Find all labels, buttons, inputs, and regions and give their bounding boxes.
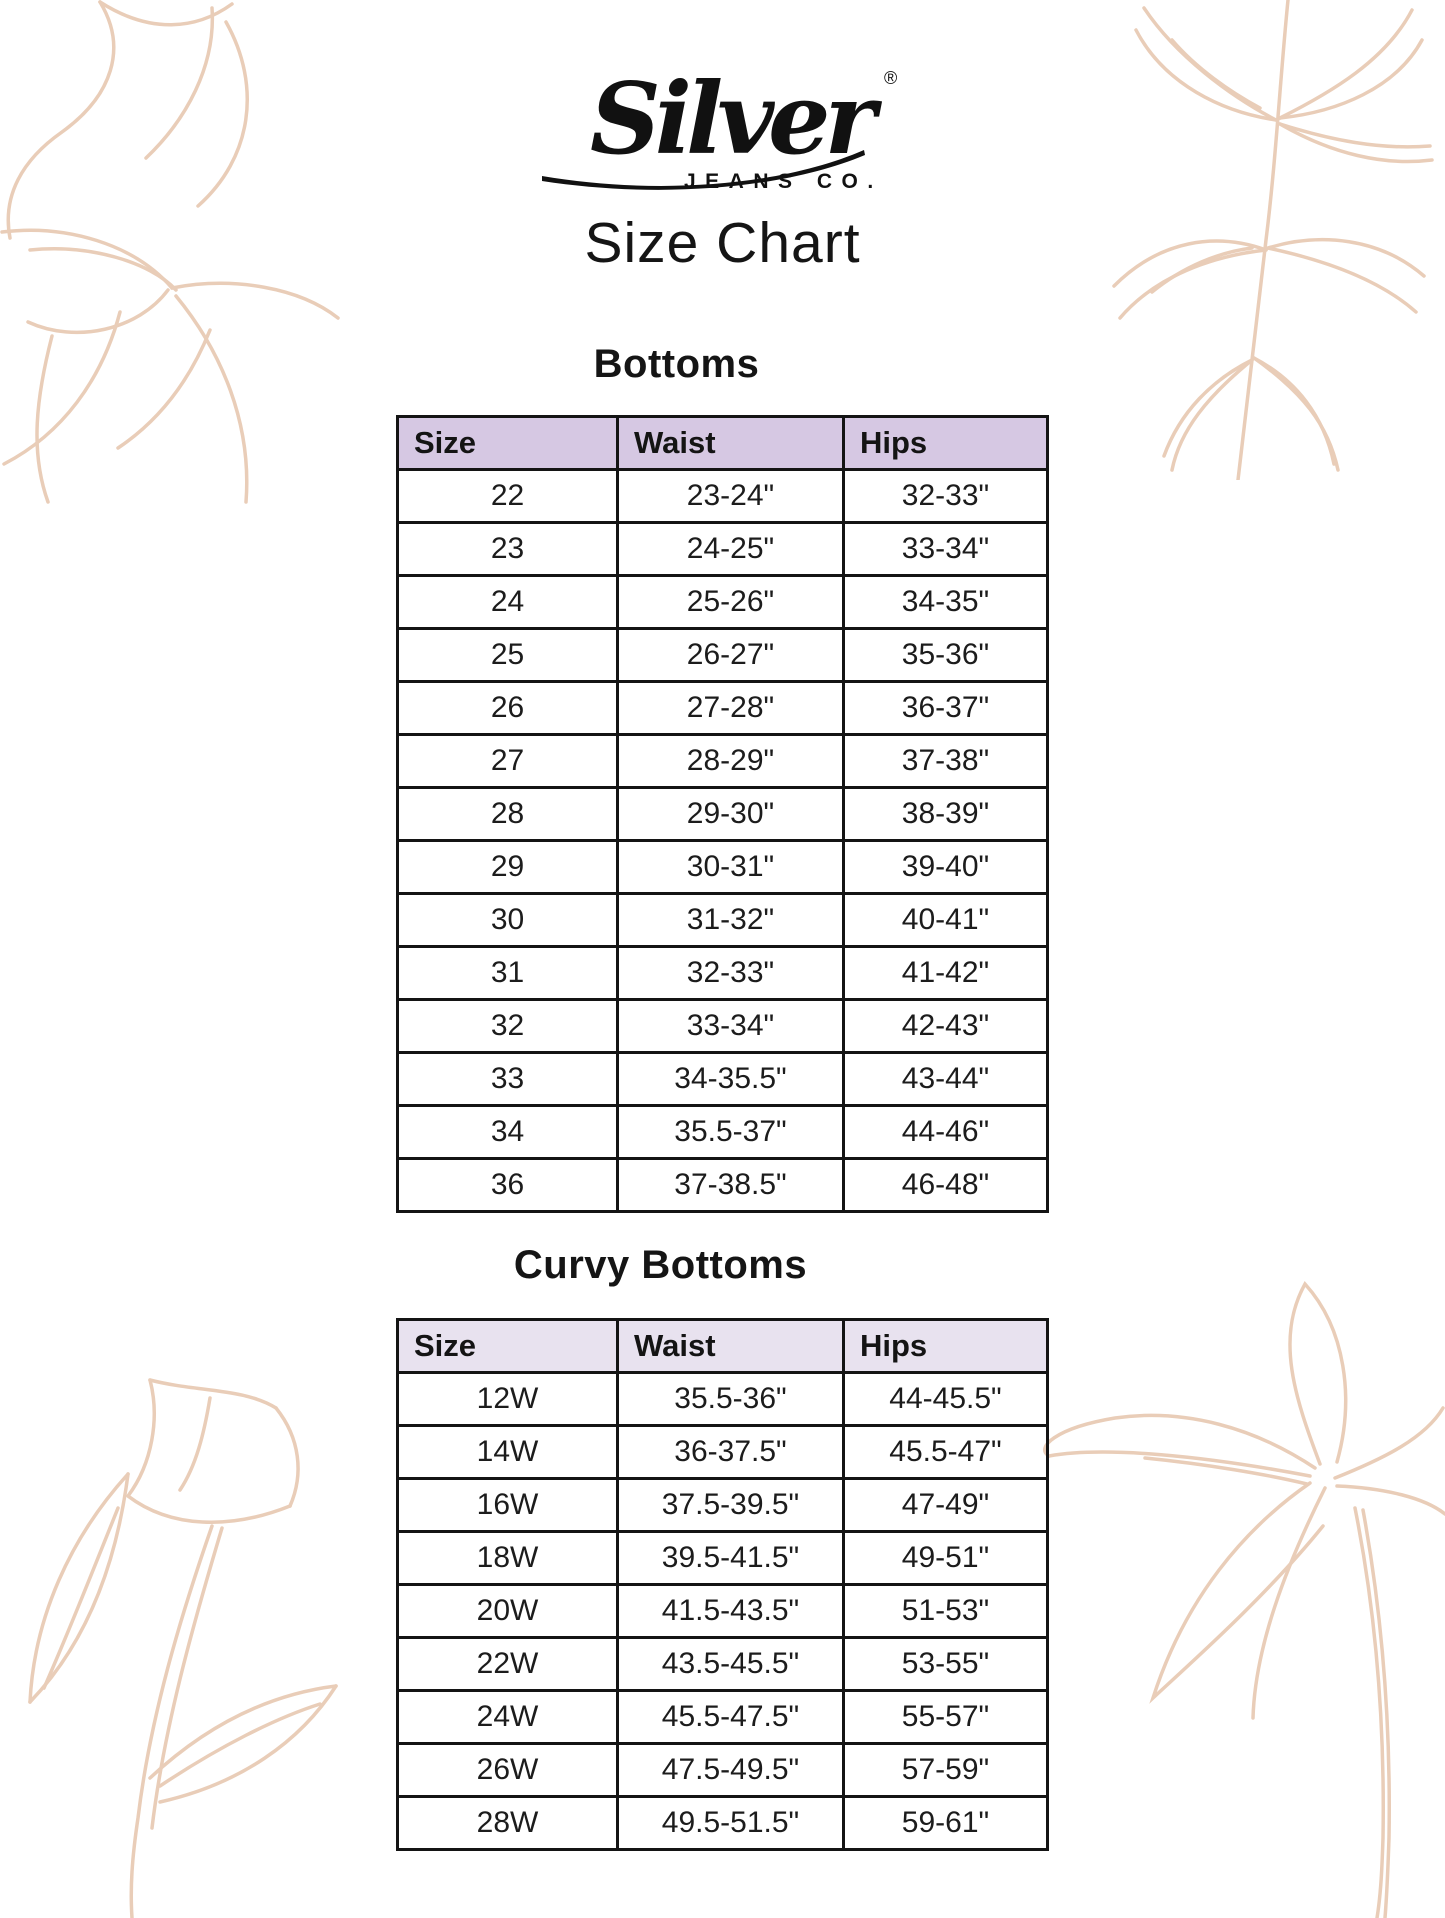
table-cell: 38-39" bbox=[844, 788, 1048, 841]
table-cell: 34-35.5" bbox=[618, 1053, 844, 1106]
logo-script: Silver bbox=[589, 62, 870, 177]
table-cell: 12W bbox=[398, 1373, 618, 1426]
table-row bbox=[398, 1691, 1048, 1744]
logo-subtitle: JEANS CO. bbox=[683, 170, 883, 193]
table-row bbox=[398, 1373, 1048, 1426]
table-cell: 22 bbox=[398, 470, 618, 523]
section-heading-curvy-bottoms: Curvy Bottoms bbox=[513, 1243, 808, 1287]
table-cell: 37.5-39.5" bbox=[618, 1479, 844, 1532]
table-cell: 28-29" bbox=[618, 735, 844, 788]
table-cell: 25-26" bbox=[618, 576, 844, 629]
column-header-hips: Hips bbox=[844, 417, 1048, 470]
table-cell: 49-51" bbox=[844, 1532, 1048, 1585]
table-cell: 31-32" bbox=[618, 894, 844, 947]
table-cell: 32 bbox=[398, 1000, 618, 1053]
table-cell: 44-45.5" bbox=[844, 1373, 1048, 1426]
table-cell: 43.5-45.5" bbox=[618, 1638, 844, 1691]
table-cell: 59-61" bbox=[844, 1797, 1048, 1850]
table-row bbox=[398, 841, 1048, 894]
flower-bottom-left-decoration bbox=[0, 1378, 400, 1918]
table-row bbox=[398, 523, 1048, 576]
table-cell: 20W bbox=[398, 1585, 618, 1638]
table-cell: 40-41" bbox=[844, 894, 1048, 947]
table-cell: 28 bbox=[398, 788, 618, 841]
table-cell: 24 bbox=[398, 576, 618, 629]
table-cell: 27-28" bbox=[618, 682, 844, 735]
table-cell: 36-37" bbox=[844, 682, 1048, 735]
table-row bbox=[398, 682, 1048, 735]
flower-bottom-right-decoration bbox=[1025, 1278, 1445, 1918]
table-cell: 35.5-36" bbox=[618, 1373, 844, 1426]
table-cell: 45.5-47" bbox=[844, 1426, 1048, 1479]
section-heading-bottoms: Bottoms bbox=[593, 342, 760, 386]
table-row bbox=[398, 1797, 1048, 1850]
table-row bbox=[398, 1585, 1048, 1638]
table-cell: 28W bbox=[398, 1797, 618, 1850]
table-cell: 23-24" bbox=[618, 470, 844, 523]
table-row bbox=[398, 1638, 1048, 1691]
table-row bbox=[398, 1159, 1048, 1212]
table-cell: 46-48" bbox=[844, 1159, 1048, 1212]
table-row bbox=[398, 1000, 1048, 1053]
table-cell: 35-36" bbox=[844, 629, 1048, 682]
table-cell: 37-38" bbox=[844, 735, 1048, 788]
table-cell: 30 bbox=[398, 894, 618, 947]
table-cell: 25 bbox=[398, 629, 618, 682]
table-cell: 23 bbox=[398, 523, 618, 576]
table-cell: 22W bbox=[398, 1638, 618, 1691]
table-cell: 24W bbox=[398, 1691, 618, 1744]
table-cell: 47-49" bbox=[844, 1479, 1048, 1532]
table-cell: 44-46" bbox=[844, 1106, 1048, 1159]
table-row bbox=[398, 788, 1048, 841]
table-cell: 43-44" bbox=[844, 1053, 1048, 1106]
table-cell: 34 bbox=[398, 1106, 618, 1159]
table-cell: 33-34" bbox=[618, 1000, 844, 1053]
table-cell: 41.5-43.5" bbox=[618, 1585, 844, 1638]
page-title: Size Chart bbox=[584, 211, 861, 275]
table-cell: 36 bbox=[398, 1159, 618, 1212]
table-cell: 45.5-47.5" bbox=[618, 1691, 844, 1744]
table-cell: 51-53" bbox=[844, 1585, 1048, 1638]
table-cell: 27 bbox=[398, 735, 618, 788]
table-cell: 49.5-51.5" bbox=[618, 1797, 844, 1850]
column-header-size: Size bbox=[398, 1320, 618, 1373]
table-cell: 33-34" bbox=[844, 523, 1048, 576]
table-cell: 53-55" bbox=[844, 1638, 1048, 1691]
table-cell: 32-33" bbox=[618, 947, 844, 1000]
column-header-size: Size bbox=[398, 417, 618, 470]
table-cell: 29 bbox=[398, 841, 618, 894]
table-cell: 31 bbox=[398, 947, 618, 1000]
table-row bbox=[398, 1053, 1048, 1106]
table-row bbox=[398, 576, 1048, 629]
table-cell: 33 bbox=[398, 1053, 618, 1106]
table-cell: 30-31" bbox=[618, 841, 844, 894]
bottoms-size-table bbox=[396, 415, 1046, 1213]
table-cell: 47.5-49.5" bbox=[618, 1744, 844, 1797]
table-cell: 36-37.5" bbox=[618, 1426, 844, 1479]
table-row bbox=[398, 1479, 1048, 1532]
table-header-row bbox=[398, 1320, 1048, 1373]
table-cell: 37-38.5" bbox=[618, 1159, 844, 1212]
registered-mark-icon: ® bbox=[883, 68, 897, 88]
table-row bbox=[398, 1744, 1048, 1797]
table-cell: 26 bbox=[398, 682, 618, 735]
column-header-waist: Waist bbox=[618, 1320, 844, 1373]
table-row bbox=[398, 1106, 1048, 1159]
table-cell: 42-43" bbox=[844, 1000, 1048, 1053]
table-row bbox=[398, 735, 1048, 788]
table-row bbox=[398, 1532, 1048, 1585]
table-row bbox=[398, 470, 1048, 523]
table-cell: 39.5-41.5" bbox=[618, 1532, 844, 1585]
table-row bbox=[398, 947, 1048, 1000]
table-cell: 26-27" bbox=[618, 629, 844, 682]
table-row bbox=[398, 1426, 1048, 1479]
table-cell: 41-42" bbox=[844, 947, 1048, 1000]
table-cell: 26W bbox=[398, 1744, 618, 1797]
table-cell: 18W bbox=[398, 1532, 618, 1585]
table-cell: 16W bbox=[398, 1479, 618, 1532]
table-cell: 29-30" bbox=[618, 788, 844, 841]
table-cell: 24-25" bbox=[618, 523, 844, 576]
column-header-waist: Waist bbox=[618, 417, 844, 470]
table-cell: 35.5-37" bbox=[618, 1106, 844, 1159]
column-header-hips: Hips bbox=[844, 1320, 1048, 1373]
curvy-bottoms-size-table bbox=[396, 1318, 1046, 1851]
brand-logo bbox=[534, 56, 924, 203]
table-row bbox=[398, 894, 1048, 947]
table-cell: 39-40" bbox=[844, 841, 1048, 894]
table-row bbox=[398, 629, 1048, 682]
table-header-row bbox=[398, 417, 1048, 470]
table-cell: 14W bbox=[398, 1426, 618, 1479]
table-cell: 34-35" bbox=[844, 576, 1048, 629]
table-cell: 32-33" bbox=[844, 470, 1048, 523]
table-cell: 57-59" bbox=[844, 1744, 1048, 1797]
table-cell: 55-57" bbox=[844, 1691, 1048, 1744]
